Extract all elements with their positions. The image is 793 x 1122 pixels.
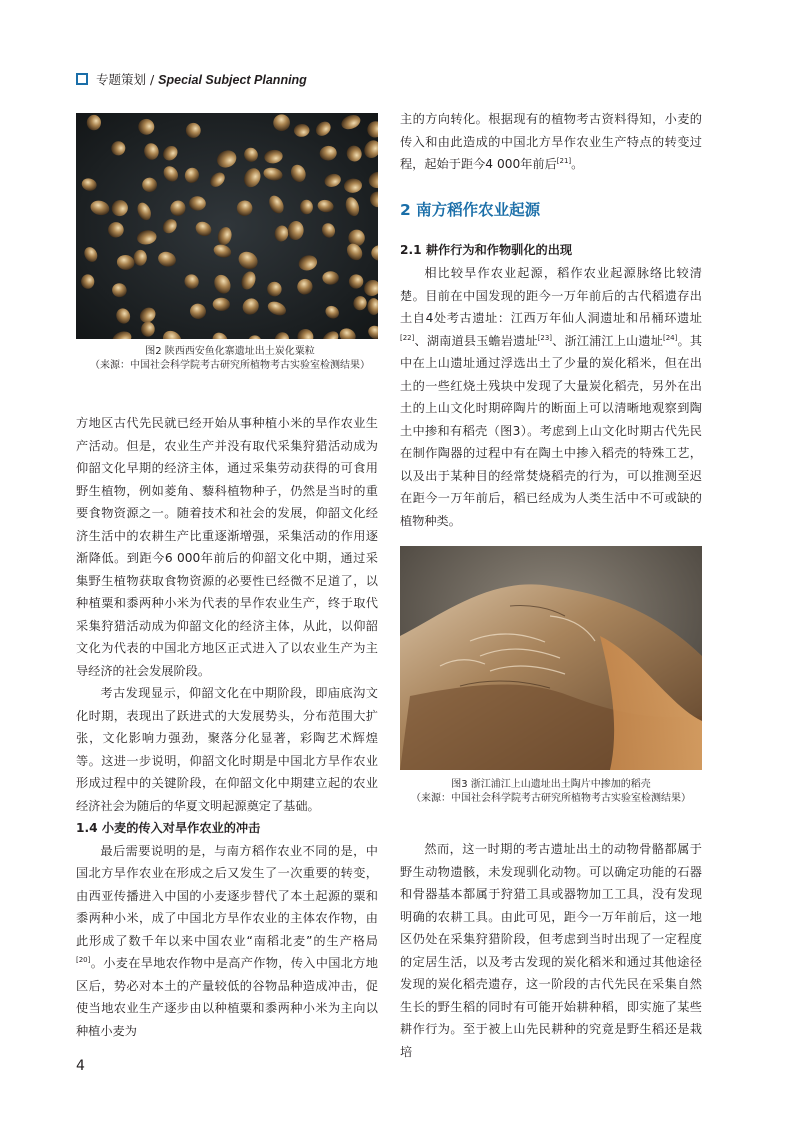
right-column-middle <box>400 262 702 532</box>
section-heading-2: 2 南方稻作农业起源 <box>400 201 541 219</box>
citation: [24] <box>663 333 678 342</box>
header-en: Special Subject Planning <box>158 73 307 87</box>
figure-3-caption <box>360 778 742 805</box>
figure-2-caption-title: 图2 陕西西安鱼化寨遗址出土炭化粟粒 <box>145 346 315 357</box>
figure-2-caption <box>40 345 420 372</box>
millet-grains-photo <box>76 113 378 339</box>
section-heading-1-4: 1.4 小麦的传入对旱作农业的冲击 <box>76 821 261 835</box>
header-square-icon <box>76 73 88 85</box>
header-zh: 专题策划 / <box>96 72 155 87</box>
right-column-top <box>400 108 702 176</box>
paragraph: 方地区古代先民就已经开始从事种植小米的旱作农业生产活动。但是，农业生产并没有取代采集狩猎活动成为仰韶文化早期的经济主体，通过采集劳动获得的可食用野生植物，例如菱角、藜科植物种子，仍然是当时的重要食物资源之一。随着技术和社会的发展，仰韶文化经济生活中的农耕生产比重逐渐增强，采集活动的作用逐渐降低。到距今6 000年前后的仰韶文化中期，通过采集野生植物获取食物资源的必要性已经微不足道了，以种植粟和黍两种小米为代表的旱作农业生产，终于取代采集狩猎活动成为仰韶文化的经济主体，从此，以仰韶文化为代表的中国北方地区正式进入了以农业生产为主导经济的社会发展阶段。 <box>76 416 378 678</box>
citation: [23] <box>537 333 553 342</box>
right-column-bottom <box>400 838 702 1063</box>
pottery-shard-photo <box>400 546 702 770</box>
citation: [22] <box>400 333 415 342</box>
figure-3-image <box>400 546 702 770</box>
figure-2-image <box>76 113 378 339</box>
running-header <box>76 70 307 88</box>
section-heading-2-1: 2.1 耕作行为和作物驯化的出现 <box>400 243 573 257</box>
paragraph: 然而，这一时期的考古遗址出土的动物骨骼都属于野生动物遗骸，未发现驯化动物。可以确定功能的石器和骨器基本都属于狩猎工具或器物加工工具，没有发现明确的农耕工具。由此可见，距今一万年前后，这一地区仍处在采集狩猎阶段，但考虑到当时出现了一定程度的定居生活，以及考古发现的炭化稻米和通过其他途径发现的炭化稻壳遗存，这一阶段的古代先民在采集自然生长的野生稻的同时有可能开始耕种稻，即实施了某些耕作行为。至于被上山先民耕种的究竟是野生稻还是栽培 <box>400 842 702 1059</box>
figure-3-caption-source: （来源：中国社会科学院考古研究所植物考古实验室检测结果） <box>411 792 691 804</box>
page-number: 4 <box>76 1058 85 1074</box>
millet-grain <box>322 271 338 284</box>
paragraph: 相比较旱作农业起源，稻作农业起源脉络比较清楚。目前在中国发现的距今一万年前后的古代稻遗存出土自4处考古遗址：江西万年仙人洞遗址和吊桶环遗址[22]、湖南道县玉蟾岩遗址[23]、浙江浦江上山遗址[24]。其中在上山遗址通过浮选出土了少量的炭化稻米，但在出土的一些红烧土残块中发现了大量炭化稻壳，另外在出土的上山文化时期碎陶片的断面上可以清晰地观察到陶土中掺和有稻壳（图3）。考虑到上山文化时期古代先民在制作陶器的过程中有在陶土中掺入稻壳的特殊工艺，以及出于某种目的经常焚烧稻壳的行为，可以推测至迟在距今一万年前后，稻已经成为人类生活中不可或缺的植物种类。 <box>400 266 703 528</box>
figure-3-caption-title: 图3 浙江浦江上山遗址出土陶片中掺加的稻壳 <box>451 779 651 790</box>
citation: [21] <box>556 156 572 165</box>
header-text <box>96 70 307 88</box>
citation: [20] <box>76 955 91 964</box>
paragraph: 考古发现显示，仰韶文化在中期阶段，即庙底沟文化时期，表现出了跃进式的大发展势头，分布范围大扩张，文化影响力强劲，聚落分化显著，彩陶艺术辉煌等。这进一步说明，仰韶文化时期是中国北方旱作农业形成过程中的关键阶段，在仰韶文化中期建立起的农业经济社会为随后的华夏文明起源奠定了基础。 <box>76 686 378 813</box>
paragraph: 主的方向转化。根据现有的植物考古资料得知，小麦的传入和由此造成的中国北方旱作农业生产特点的转变过程，起始于距今4 000年前后[21]。 <box>400 112 702 171</box>
left-column <box>76 412 378 1042</box>
paragraph: 最后需要说明的是，与南方稻作农业不同的是，中国北方旱作农业在形成之后又发生了一次重要的转变，由西亚传播进入中国的小麦逐步替代了本土起源的粟和黍两种小米，成了中国北方旱作农业的主体农作物，由此形成了数千年以来中国农业“南稻北麦”的生产格局[20]。小麦在旱地农作物中是高产作物，传入中国北方地区后，势必对本土的产量较低的谷物品种造成冲击，促使当地农业生产逐步由以种植粟和黍两种小米为主向以种植小麦为 <box>76 843 378 1038</box>
figure-2-caption-source: （来源：中国社会科学院考古研究所植物考古实验室检测结果） <box>90 359 370 371</box>
